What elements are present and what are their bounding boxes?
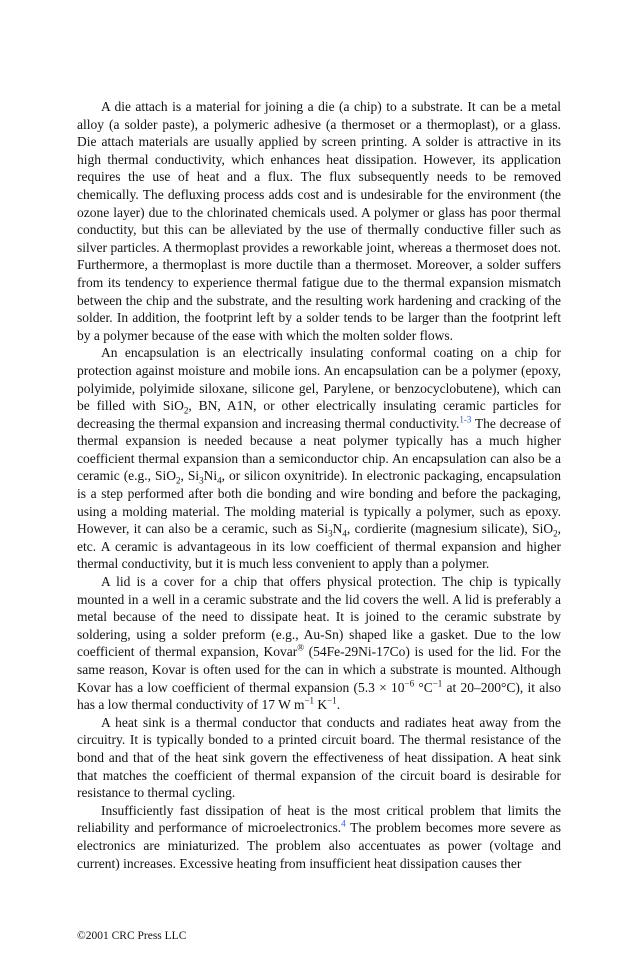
document-body [77,98,561,872]
superscript: −1 [327,695,337,706]
text-run: (54Fe-29Ni-17Co) is used for the lid. For the same reason, Kovar is often used for the can in which a substrate is mounted. Although Kovar has a low coefficient of thermal expansion (5.3 × 10 [77,644,561,695]
text-run: A lid is a cover for a chip that offers physical protection. The chip is typically mounted in a well in a ceramic substrate and the lid covers the well. A lid is preferably a metal because of the need to dissipate heat. It is joined to the ceramic substrate by soldering, using a solder preform (e.g., Au-Sn) shaped like a gasket. Due to the low coefficient of thermal expansion, Kovar [77,574,561,660]
footer-copyright: ©2001 CRC Press LLC [77,930,187,942]
paragraph-encapsulation [77,344,561,573]
paragraph-die-attach [77,98,561,344]
text-run: K [314,697,328,713]
superscript: −6 [404,678,415,689]
text-run: Ni [203,468,218,484]
text-run: Insufficiently fast dissipation of heat is the most critical problem that limits the reliability and performance of microelectronics. [77,802,561,836]
superscript: −1 [304,695,315,706]
text-run: An encapsulation is an electrically insulating conformal coating on a chip for protection against moisture and mobile ions. An encapsulation can be a polymer (epoxy, polyimide, polyimide siloxane, silicone gel, Parylene, or benzocyclobutene), which can be filled with SiO [77,345,561,414]
text-run: The decrease of thermal expansion is needed because a neat polymer typically has a much higher coefficient thermal expansion than a semiconductor chip. An encapsulation can also be a ceramic (e.g., SiO [77,415,561,484]
paragraph-heat-sink [77,714,561,802]
subscript: 4 [342,528,347,539]
text-run: , BN, A1N, or other electrically insulating ceramic particles for decreasing the thermal expansion and increasing thermal conductivity. [77,398,561,431]
text-run: A die attach is a material for joining a die (a chip) to a substrate. It can be a metal alloy (a solder paste), a polymeric adhesive (a thermoset or a thermoplast), or a glass. Die attach materials are usually applied by screen printing. A solder is attractive in its high thermal conductivity, which enhances heat dissipation. However, its application requires the use of heat and a flux. The flux subsequently needs to be removed chemically. The defluxing process adds cost and is undesirable for the environment (the ozone layer) due to the chlorinated chemicals used. A polymer or glass has poor thermal conductity, but this can be alleviated by the use of thermally conductive filler such as silver particles. A thermoplast provides a reworkable joint, whereas a thermoset does not. Furthermore, a thermoplast is more ductile than a thermoset. Moreover, a solder suffers from its tendency to experience thermal fatigue due to the thermal expansion mismatch between the chip and the substrate, and the resulting work hardening and cracking of the solder. In addition, the footprint left by a solder tends to be larger than the footprint left by a polymer because of the ease with which the molten solder flows. [77,99,561,343]
text-run: , Si [180,468,200,484]
text-run: , or silicon oxynitride). In electronic packaging, encapsulation is a step performed after both die bonding and wire bonding and before the packaging, using a molding material. The molding material is typically a polymer, such as epoxy. However, it can also be a ceramic, such as Si [77,468,561,537]
text-run: °C [414,679,433,695]
text-run: N [332,521,343,537]
subscript: 2 [183,405,189,416]
reference-link[interactable]: 4 [341,818,346,829]
text-run: , cordierite (magnesium silicate), SiO [346,521,554,537]
subscript: 2 [553,528,558,539]
subscript: 2 [176,476,181,487]
subscript: 3 [199,476,204,487]
paragraph-heat-dissipation [77,802,561,872]
subscript: 4 [217,476,222,487]
reference-link[interactable]: 1-3 [459,414,472,425]
subscript: 3 [328,528,333,539]
text-run: The problem becomes more severe as electronics are miniaturized. The problem also accentuates as power (voltage and current) increases. Excessive heating from insufficient heat dissipation causes ther [77,820,561,871]
superscript: −1 [432,678,443,689]
superscript: ® [297,642,305,653]
paragraph-lid [77,573,561,714]
text-run: A heat sink is a thermal conductor that conducts and radiates heat away from the circuitry. It is typically bonded to a printed circuit board. The thermal resistance of the bond and that of the heat sink govern the effectiveness of heat dissipation. A heat sink that matches the coefficient of thermal expansion of the circuit board is desirable for resistance to thermal cycling. [77,714,561,801]
text-run: at 20–200°C), it also has a low thermal conductivity of 17 W m [77,679,561,713]
text-run: , etc. A ceramic is advantageous in its low coefficient of thermal expansion and higher thermal conductivity, but it is much less convenient to apply than a polymer. [77,521,561,572]
text-run: . [336,697,341,713]
